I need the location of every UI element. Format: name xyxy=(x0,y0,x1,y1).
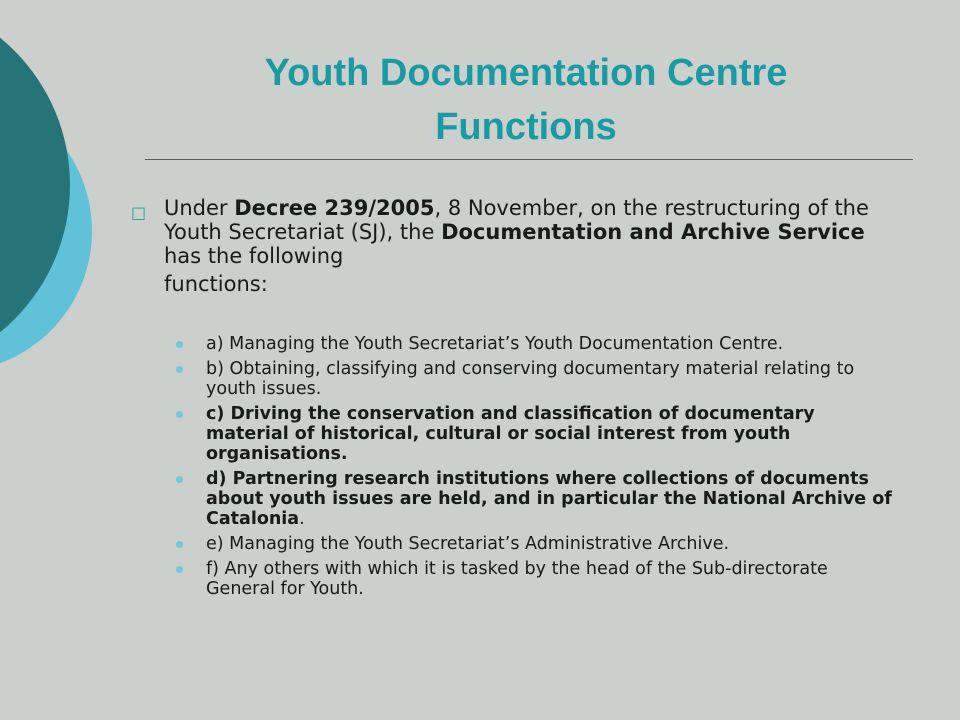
list-item xyxy=(176,404,896,464)
list-item-text: d) Partnering research institutions where collections of documents about youth issues are held, and in particular the National Archive of Catalonia xyxy=(206,469,892,529)
main-bullet-text xyxy=(164,196,904,296)
bullet-dot-icon xyxy=(176,366,183,373)
slide-title-line-2: Functions xyxy=(435,106,617,148)
intro-last-line: functions: xyxy=(164,272,268,296)
service-name: Documentation and Archive Service xyxy=(441,220,865,244)
slide-title xyxy=(150,46,902,154)
decree-reference: Decree 239/2005 xyxy=(234,196,435,220)
list-item-suffix: . xyxy=(299,509,305,529)
list-item xyxy=(176,334,896,354)
list-item xyxy=(176,359,896,399)
list-item-text: c) Driving the conservation and classification of documentary material of historical, cultural or social interest from youth organisations. xyxy=(206,404,815,464)
bullet-dot-icon xyxy=(176,541,183,548)
slide-title-line-1: Youth Documentation Centre xyxy=(264,52,788,94)
bullet-dot-icon xyxy=(176,566,183,573)
decree-description: , 8 November, on the restructuring of the Youth Secretariat (SJ), the xyxy=(164,196,869,244)
bullet-dot-icon xyxy=(176,476,183,483)
title-divider xyxy=(145,159,913,160)
list-item-text: f) Any others with which it is tasked by the head of the Sub-directorate General for Youth. xyxy=(206,559,828,599)
list-item xyxy=(176,469,896,529)
functions-list xyxy=(176,334,896,604)
list-item xyxy=(176,534,896,554)
intro-text: Under xyxy=(164,196,235,220)
list-item-text: e) Managing the Youth Secretariat’s Administrative Archive. xyxy=(206,534,730,554)
list-item-text: b) Obtaining, classifying and conserving documentary material relating to youth issues. xyxy=(206,359,855,399)
list-item-text: a) Managing the Youth Secretariat’s Youth Documentation Centre. xyxy=(206,334,784,354)
list-item xyxy=(176,559,896,599)
bullet-dot-icon xyxy=(176,411,183,418)
intro-tail: has the following xyxy=(164,244,344,268)
hollow-square-bullet-icon: □ xyxy=(131,203,147,222)
bullet-dot-icon xyxy=(176,341,183,348)
